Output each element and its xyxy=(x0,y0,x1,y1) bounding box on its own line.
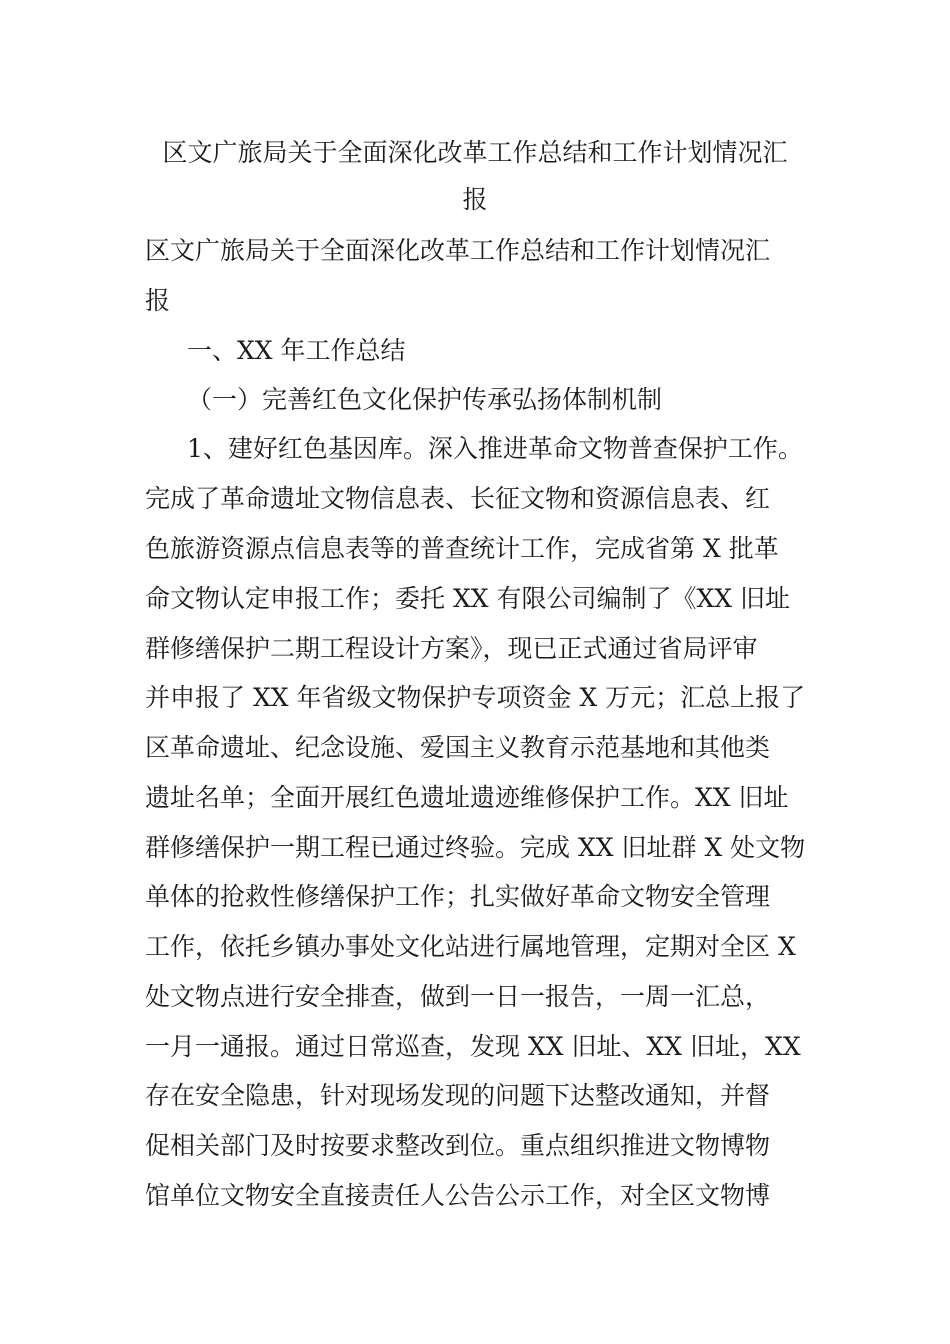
repeated-title-line-1: 区文广旅局关于全面深化改革工作总结和工作计划情况汇 xyxy=(145,236,771,265)
paragraph-line: 群修缮保护一期工程已通过终验。完成 XX 旧址群 X 处文物 xyxy=(145,833,806,862)
paragraph-line: 处文物点进行安全排查，做到一日一报告，一周一汇总， xyxy=(145,982,771,1011)
paragraph-line: 并申报了 XX 年省级文物保护专项资金 X 万元；汇总上报了 xyxy=(145,683,806,712)
paragraph-line: 促相关部门及时按要求整改到位。重点组织推进文物博物 xyxy=(145,1131,771,1160)
section-subheading: （一）完善红色文化保护传承弘扬体制机制 xyxy=(187,385,663,414)
paragraph-line: 完成了革命遗址文物信息表、长征文物和资源信息表、红 xyxy=(145,484,771,513)
paragraph-line: 命文物认定申报工作；委托 XX 有限公司编制了《XX 旧址 xyxy=(145,584,791,613)
section-heading: 一、XX 年工作总结 xyxy=(187,336,406,365)
document-title-line-2: 报 xyxy=(462,185,488,214)
paragraph-line: 单体的抢救性修缮保护工作；扎实做好革命文物安全管理 xyxy=(145,882,771,911)
paragraph-line: 1、建好红色基因库。深入推进革命文物普查保护工作。 xyxy=(187,434,803,463)
paragraph-line: 遗址名单；全面开展红色遗址遗迹维修保护工作。XX 旧址 xyxy=(145,783,789,812)
paragraph-line: 存在安全隐患，针对现场发现的问题下达整改通知，并督 xyxy=(145,1081,771,1110)
repeated-title-line-2: 报 xyxy=(145,286,171,315)
paragraph-line: 一月一通报。通过日常巡查，发现 XX 旧址、XX 旧址，XX xyxy=(145,1032,801,1061)
paragraph-line: 群修缮保护二期工程设计方案》，现已正式通过省局评审 xyxy=(145,634,758,663)
paragraph-line: 区革命遗址、纪念设施、爱国主义教育示范基地和其他类 xyxy=(145,733,771,762)
document-title-line-1: 区文广旅局关于全面深化改革工作总结和工作计划情况汇 xyxy=(162,138,788,167)
paragraph-line: 工作，依托乡镇办事处文化站进行属地管理，定期对全区 X xyxy=(145,932,796,961)
paragraph-line: 馆单位文物安全直接责任人公告公示工作，对全区文物博 xyxy=(145,1181,771,1210)
paragraph-line: 色旅游资源点信息表等的普查统计工作，完成省第 X 批革 xyxy=(145,534,779,563)
